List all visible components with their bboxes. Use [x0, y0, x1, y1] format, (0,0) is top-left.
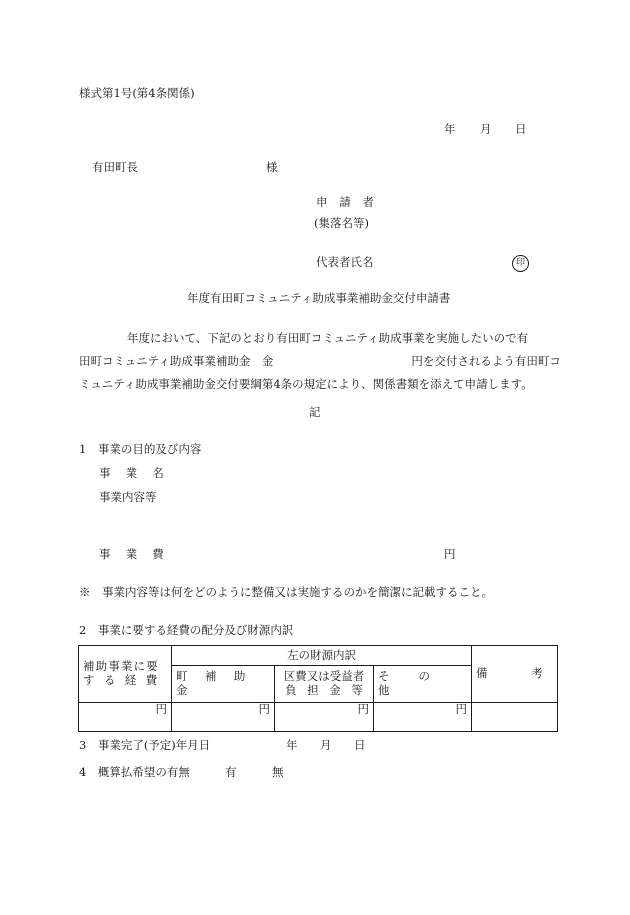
project-name-label: 事 業 名	[99, 466, 170, 480]
date-day-label: 日	[515, 122, 527, 136]
project-cost-unit: 円	[444, 547, 456, 561]
section-4-heading: 4 概算払希望の有無	[79, 765, 190, 779]
project-content-label: 事業内容等	[99, 490, 157, 504]
body-line-2: 田町コミュニティ助成事業補助金 金 円を交付されるよう有田町コ	[79, 354, 561, 368]
cell-total-cost: 円	[79, 703, 172, 732]
body-paragraph	[79, 327, 579, 396]
date-month-label: 月	[480, 122, 492, 136]
section-3-heading: 3 事業完了(予定)年月日	[79, 738, 211, 752]
cell-remarks	[472, 703, 558, 732]
completion-year-label: 年	[286, 738, 298, 752]
table-row	[79, 646, 558, 666]
date-year-label: 年	[444, 122, 456, 136]
body-line-1: 年度において、下記のとおり有田町コミュニティ助成事業を実施したいので有	[127, 331, 529, 345]
note-text: ※ 事業内容等は何をどのように整備又は実施するのかを簡潔に記載すること。	[79, 585, 493, 599]
header-total-cost: 補助事業に要 す る 経 費	[79, 646, 172, 703]
document-title: 年度有田町コミュニティ助成事業補助金交付申請書	[187, 291, 451, 305]
seal-mark: 印	[512, 255, 529, 272]
header-remarks: 備 考	[472, 646, 558, 703]
cell-ward-burden: 円	[275, 703, 374, 732]
cell-town-subsidy: 円	[172, 703, 275, 732]
addressee-title: 有田町長	[92, 160, 138, 174]
ki-heading: 記	[309, 405, 321, 419]
completion-month-label: 月	[320, 738, 332, 752]
representative-label: 代表者氏名	[316, 255, 374, 269]
applicant-sub-label: (集落名等)	[314, 216, 369, 230]
option-no: 無	[272, 765, 284, 779]
cell-other: 円	[374, 703, 472, 732]
applicant-label: 申 請 者	[316, 195, 378, 209]
header-funding-breakdown: 左の財源内訳	[172, 646, 472, 666]
option-yes: 有	[225, 765, 237, 779]
header-ward-burden: 区費又は受益者 負 担 金 等	[275, 666, 374, 703]
budget-table	[78, 645, 558, 732]
addressee-honorific: 様	[266, 160, 278, 174]
header-other: そ の 他	[374, 666, 472, 703]
completion-day-label: 日	[354, 738, 366, 752]
section-1-heading: 1 事業の目的及び内容	[79, 442, 202, 456]
project-cost-label: 事 業 費	[99, 547, 170, 561]
body-line-3: ミュニティ助成事業補助金交付要綱第4条の規定により、関係書類を添えて申請します。	[79, 377, 533, 391]
table-row	[79, 703, 558, 732]
form-label: 様式第1号(第4条関係)	[79, 86, 195, 100]
section-2-heading: 2 事業に要する経費の配分及び財源内訳	[79, 623, 294, 637]
header-town-subsidy: 町 補 助 金	[172, 666, 275, 703]
